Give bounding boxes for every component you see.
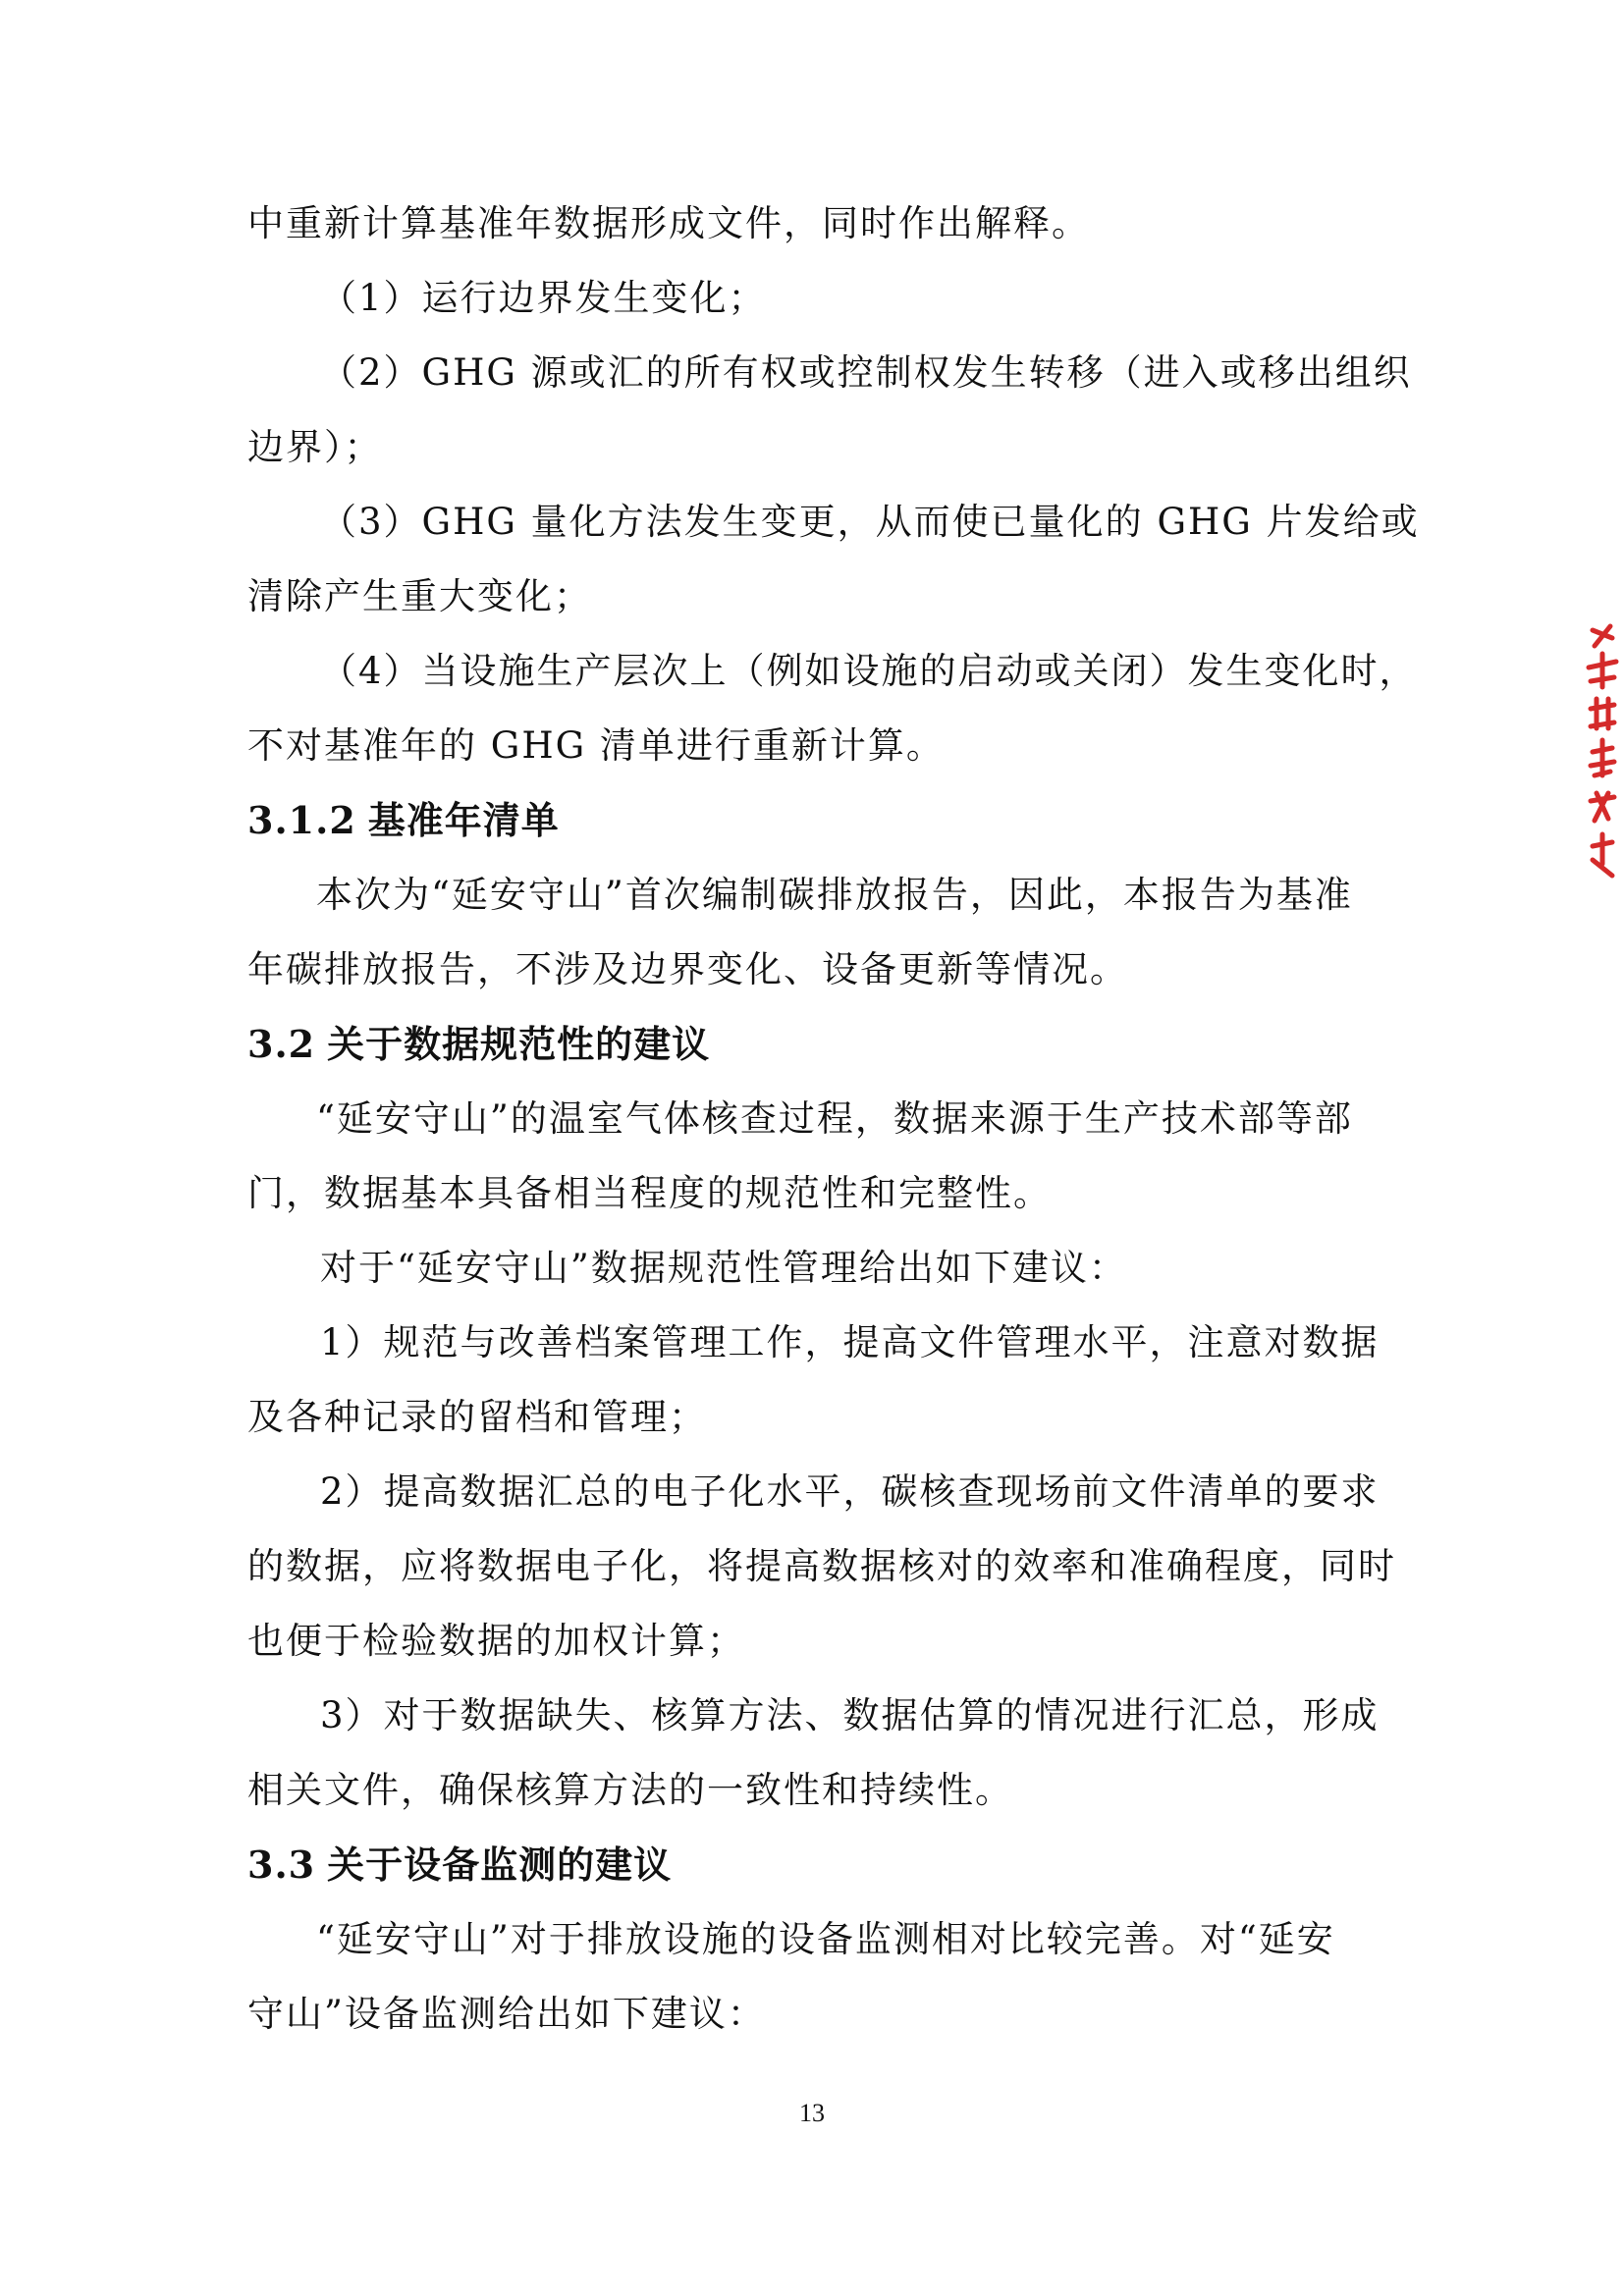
section-title: 关于数据规范性的建议 bbox=[327, 1022, 711, 1066]
list-item: （2）GHG 源或汇的所有权或控制权发生转移（进入或移出组织 bbox=[320, 351, 1412, 394]
paragraph-line: 门，数据基本具备相当程度的规范性和完整性。 bbox=[247, 1172, 1052, 1214]
section-title: 关于设备监测的建议 bbox=[327, 1842, 673, 1887]
paragraph-line: 边界）； bbox=[247, 426, 383, 468]
paragraph-line: 的数据，应将数据电子化，将提高数据核对的效率和准确程度，同时 bbox=[247, 1545, 1396, 1587]
list-item: 1）规范与改善档案管理工作，提高文件管理水平，注意对数据 bbox=[320, 1321, 1380, 1363]
paragraph-line: 不对基准年的 GHG 清单进行重新计算。 bbox=[247, 724, 945, 767]
list-item: 3）对于数据缺失、核算方法、数据估算的情况进行汇总，形成 bbox=[320, 1694, 1380, 1736]
paragraph-line: 相关文件，确保核算方法的一致性和持续性。 bbox=[247, 1769, 1013, 1811]
paragraph-line: 清除产生重大变化； bbox=[247, 575, 592, 617]
seal-stamp-fragment bbox=[1583, 618, 1624, 893]
section-title: 基准年清单 bbox=[367, 798, 560, 842]
document-body bbox=[247, 187, 1420, 2052]
list-item: （3）GHG 量化方法发生变更，从而使已量化的 GHG 片发给或 bbox=[320, 501, 1420, 543]
page-number: 13 bbox=[799, 2099, 825, 2127]
paragraph-line: 本次为“延安守山”首次编制碳排放报告，因此，本报告为基准 bbox=[316, 874, 1353, 916]
section-heading-3-2 bbox=[247, 1007, 1377, 1082]
paragraph-line: “延安守山”对于排放设施的设备监测相对比较完善。对“延安 bbox=[316, 1918, 1335, 1960]
section-heading-3-1-2 bbox=[247, 783, 1377, 858]
paragraph-line: 守山”设备监测给出如下建议： bbox=[247, 1993, 766, 2035]
list-item: 2）提高数据汇总的电子化水平，碳核查现场前文件清单的要求 bbox=[320, 1470, 1380, 1513]
paragraph-line: 及各种记录的留档和管理； bbox=[247, 1396, 707, 1438]
section-number: 3.1.2 bbox=[247, 798, 356, 842]
seal-stamp-icon bbox=[1583, 618, 1624, 893]
paragraph-line: 也便于检验数据的加权计算； bbox=[247, 1620, 745, 1662]
section-number: 3.3 bbox=[247, 1842, 316, 1887]
paragraph-line: 年碳排放报告，不涉及边界变化、设备更新等情况。 bbox=[247, 948, 1128, 990]
section-number: 3.2 bbox=[247, 1022, 316, 1066]
paragraph-line: 对于“延安守山”数据规范性管理给出如下建议： bbox=[320, 1247, 1127, 1289]
section-heading-3-3 bbox=[247, 1828, 1377, 1902]
paragraph-line: 中重新计算基准年数据形成文件，同时作出解释。 bbox=[247, 202, 1090, 244]
list-item: （1）运行边界发生变化； bbox=[320, 277, 767, 319]
paragraph-line: “延安守山”的温室气体核查过程，数据来源于生产技术部等部 bbox=[316, 1097, 1353, 1140]
list-item: （4）当设施生产层次上（例如设施的启动或关闭）发生变化时， bbox=[320, 650, 1418, 692]
